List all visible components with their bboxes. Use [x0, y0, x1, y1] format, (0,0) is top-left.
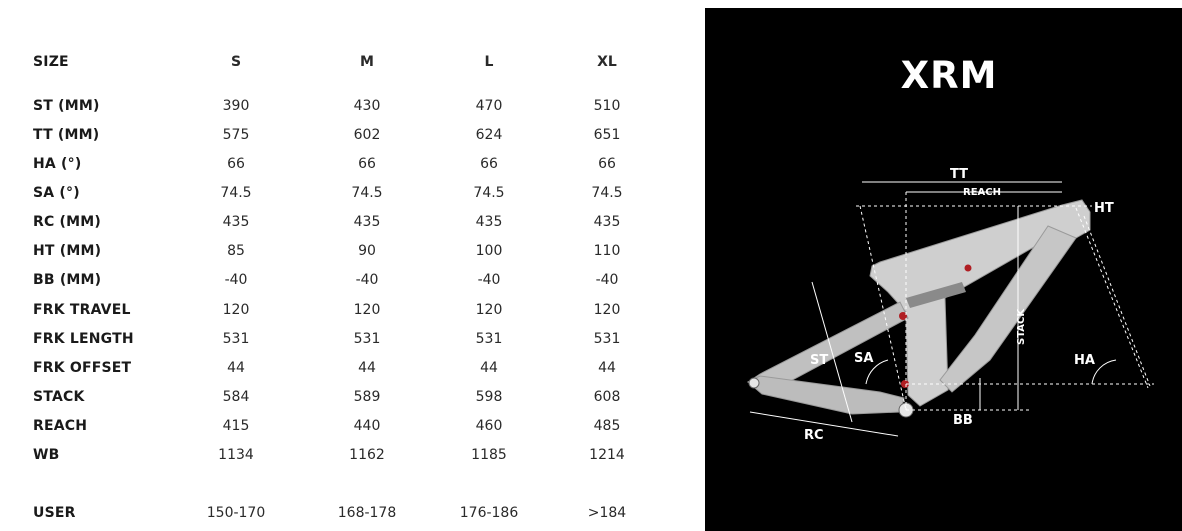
- table-cell: 120: [222, 302, 250, 318]
- table-cell: 415: [222, 418, 250, 434]
- table-cell: 531: [353, 331, 381, 347]
- table-cell: 589: [353, 389, 381, 405]
- table-cell: -40: [477, 272, 501, 288]
- table-cell: 531: [222, 331, 250, 347]
- table-cell: -40: [224, 272, 248, 288]
- table-row: [0, 154, 680, 174]
- rc-dimension-line: [750, 412, 898, 436]
- user-label: USER: [33, 505, 76, 521]
- table-cell: 531: [475, 331, 503, 347]
- table-cell: -40: [355, 272, 379, 288]
- table-row: [0, 241, 680, 261]
- row-label: BB (MM): [33, 272, 102, 288]
- table-cell: 584: [222, 389, 250, 405]
- size-s-header: S: [230, 54, 242, 70]
- size-m-header: M: [360, 54, 374, 70]
- table-cell: 435: [475, 214, 503, 230]
- stack-label: STACK: [1016, 308, 1027, 345]
- table-cell: 100: [475, 243, 503, 259]
- table-row: [0, 387, 680, 407]
- ht-label: HT: [1094, 201, 1114, 216]
- ha-angle-arc: [1092, 360, 1116, 384]
- row-label: STACK: [33, 389, 85, 405]
- bb-label: BB: [953, 413, 973, 428]
- table-cell: 90: [358, 243, 376, 259]
- row-label: FRK OFFSET: [33, 360, 132, 376]
- table-cell: 460: [475, 418, 503, 434]
- table-row: [0, 416, 680, 436]
- table-cell: 74.5: [220, 185, 252, 201]
- table-cell: 85: [227, 243, 245, 259]
- table-row: [0, 329, 680, 349]
- table-cell: 390: [222, 98, 250, 114]
- table-cell: -40: [595, 272, 619, 288]
- row-label: RC (MM): [33, 214, 101, 230]
- row-label: TT (MM): [33, 127, 100, 143]
- table-cell: 435: [593, 214, 621, 230]
- table-cell: 66: [480, 156, 498, 172]
- table-cell: 120: [593, 302, 621, 318]
- table-cell: 74.5: [351, 185, 383, 201]
- table-cell: 531: [593, 331, 621, 347]
- table-cell: 485: [593, 418, 621, 434]
- table-row: [0, 300, 680, 320]
- row-label: REACH: [33, 418, 88, 434]
- table-row: [0, 125, 680, 145]
- table-cell: 1162: [349, 447, 385, 463]
- table-cell: 602: [353, 127, 381, 143]
- table-cell: 44: [358, 360, 376, 376]
- row-label: FRK LENGTH: [33, 331, 134, 347]
- row-label: ST (MM): [33, 98, 100, 114]
- table-header-row: [0, 52, 680, 72]
- table-cell: 1214: [589, 447, 625, 463]
- sa-label: SA: [854, 351, 874, 366]
- table-cell: 430: [353, 98, 381, 114]
- table-cell: 1185: [471, 447, 507, 463]
- table-cell: 44: [598, 360, 616, 376]
- row-label: HT (MM): [33, 243, 102, 259]
- table-cell: 120: [353, 302, 381, 318]
- pivot-accent-top: [965, 265, 972, 272]
- model-title: XRM: [900, 54, 998, 97]
- table-cell: 510: [593, 98, 621, 114]
- table-cell: 74.5: [473, 185, 505, 201]
- table-cell: 608: [593, 389, 621, 405]
- table-cell: 435: [353, 214, 381, 230]
- tt-label: TT: [950, 167, 969, 182]
- table-cell: 624: [475, 127, 503, 143]
- chain-stay: [748, 376, 904, 414]
- st-label: ST: [810, 353, 829, 368]
- table-cell: 598: [475, 389, 503, 405]
- table-cell: 651: [593, 127, 621, 143]
- size-column-header: SIZE: [33, 54, 69, 70]
- table-cell: 66: [598, 156, 616, 172]
- table-row: [0, 445, 680, 465]
- table-row: [0, 96, 680, 116]
- user-range-xl: >184: [587, 505, 627, 521]
- table-cell: 44: [480, 360, 498, 376]
- table-cell: 120: [475, 302, 503, 318]
- user-row: [0, 503, 680, 523]
- table-cell: 74.5: [591, 185, 623, 201]
- table-cell: 470: [475, 98, 503, 114]
- table-cell: 110: [593, 243, 621, 259]
- table-cell: 1134: [218, 447, 254, 463]
- user-range-s: 150-170: [206, 505, 266, 521]
- geometry-diagram-panel: [705, 8, 1182, 531]
- user-range-l: 176-186: [459, 505, 519, 521]
- table-cell: 440: [353, 418, 381, 434]
- table-row: [0, 183, 680, 203]
- size-l-header: L: [484, 54, 494, 70]
- row-label: SA (°): [33, 185, 80, 201]
- row-label: FRK TRAVEL: [33, 302, 131, 318]
- table-cell: 44: [227, 360, 245, 376]
- table-row: [0, 358, 680, 378]
- reach-label: REACH: [963, 187, 1001, 198]
- ha-label: HA: [1074, 353, 1095, 368]
- table-cell: 575: [222, 127, 250, 143]
- table-cell: 435: [222, 214, 250, 230]
- table-cell: 66: [227, 156, 245, 172]
- frame-geometry-diagram: [705, 8, 1182, 531]
- row-label: HA (°): [33, 156, 82, 172]
- table-cell: 66: [358, 156, 376, 172]
- table-row: [0, 212, 680, 232]
- rear-axle: [749, 378, 759, 388]
- table-row: [0, 270, 680, 290]
- rc-label: RC: [804, 428, 824, 443]
- row-label: WB: [33, 447, 60, 463]
- size-xl-header: XL: [597, 54, 617, 70]
- user-range-m: 168-178: [337, 505, 397, 521]
